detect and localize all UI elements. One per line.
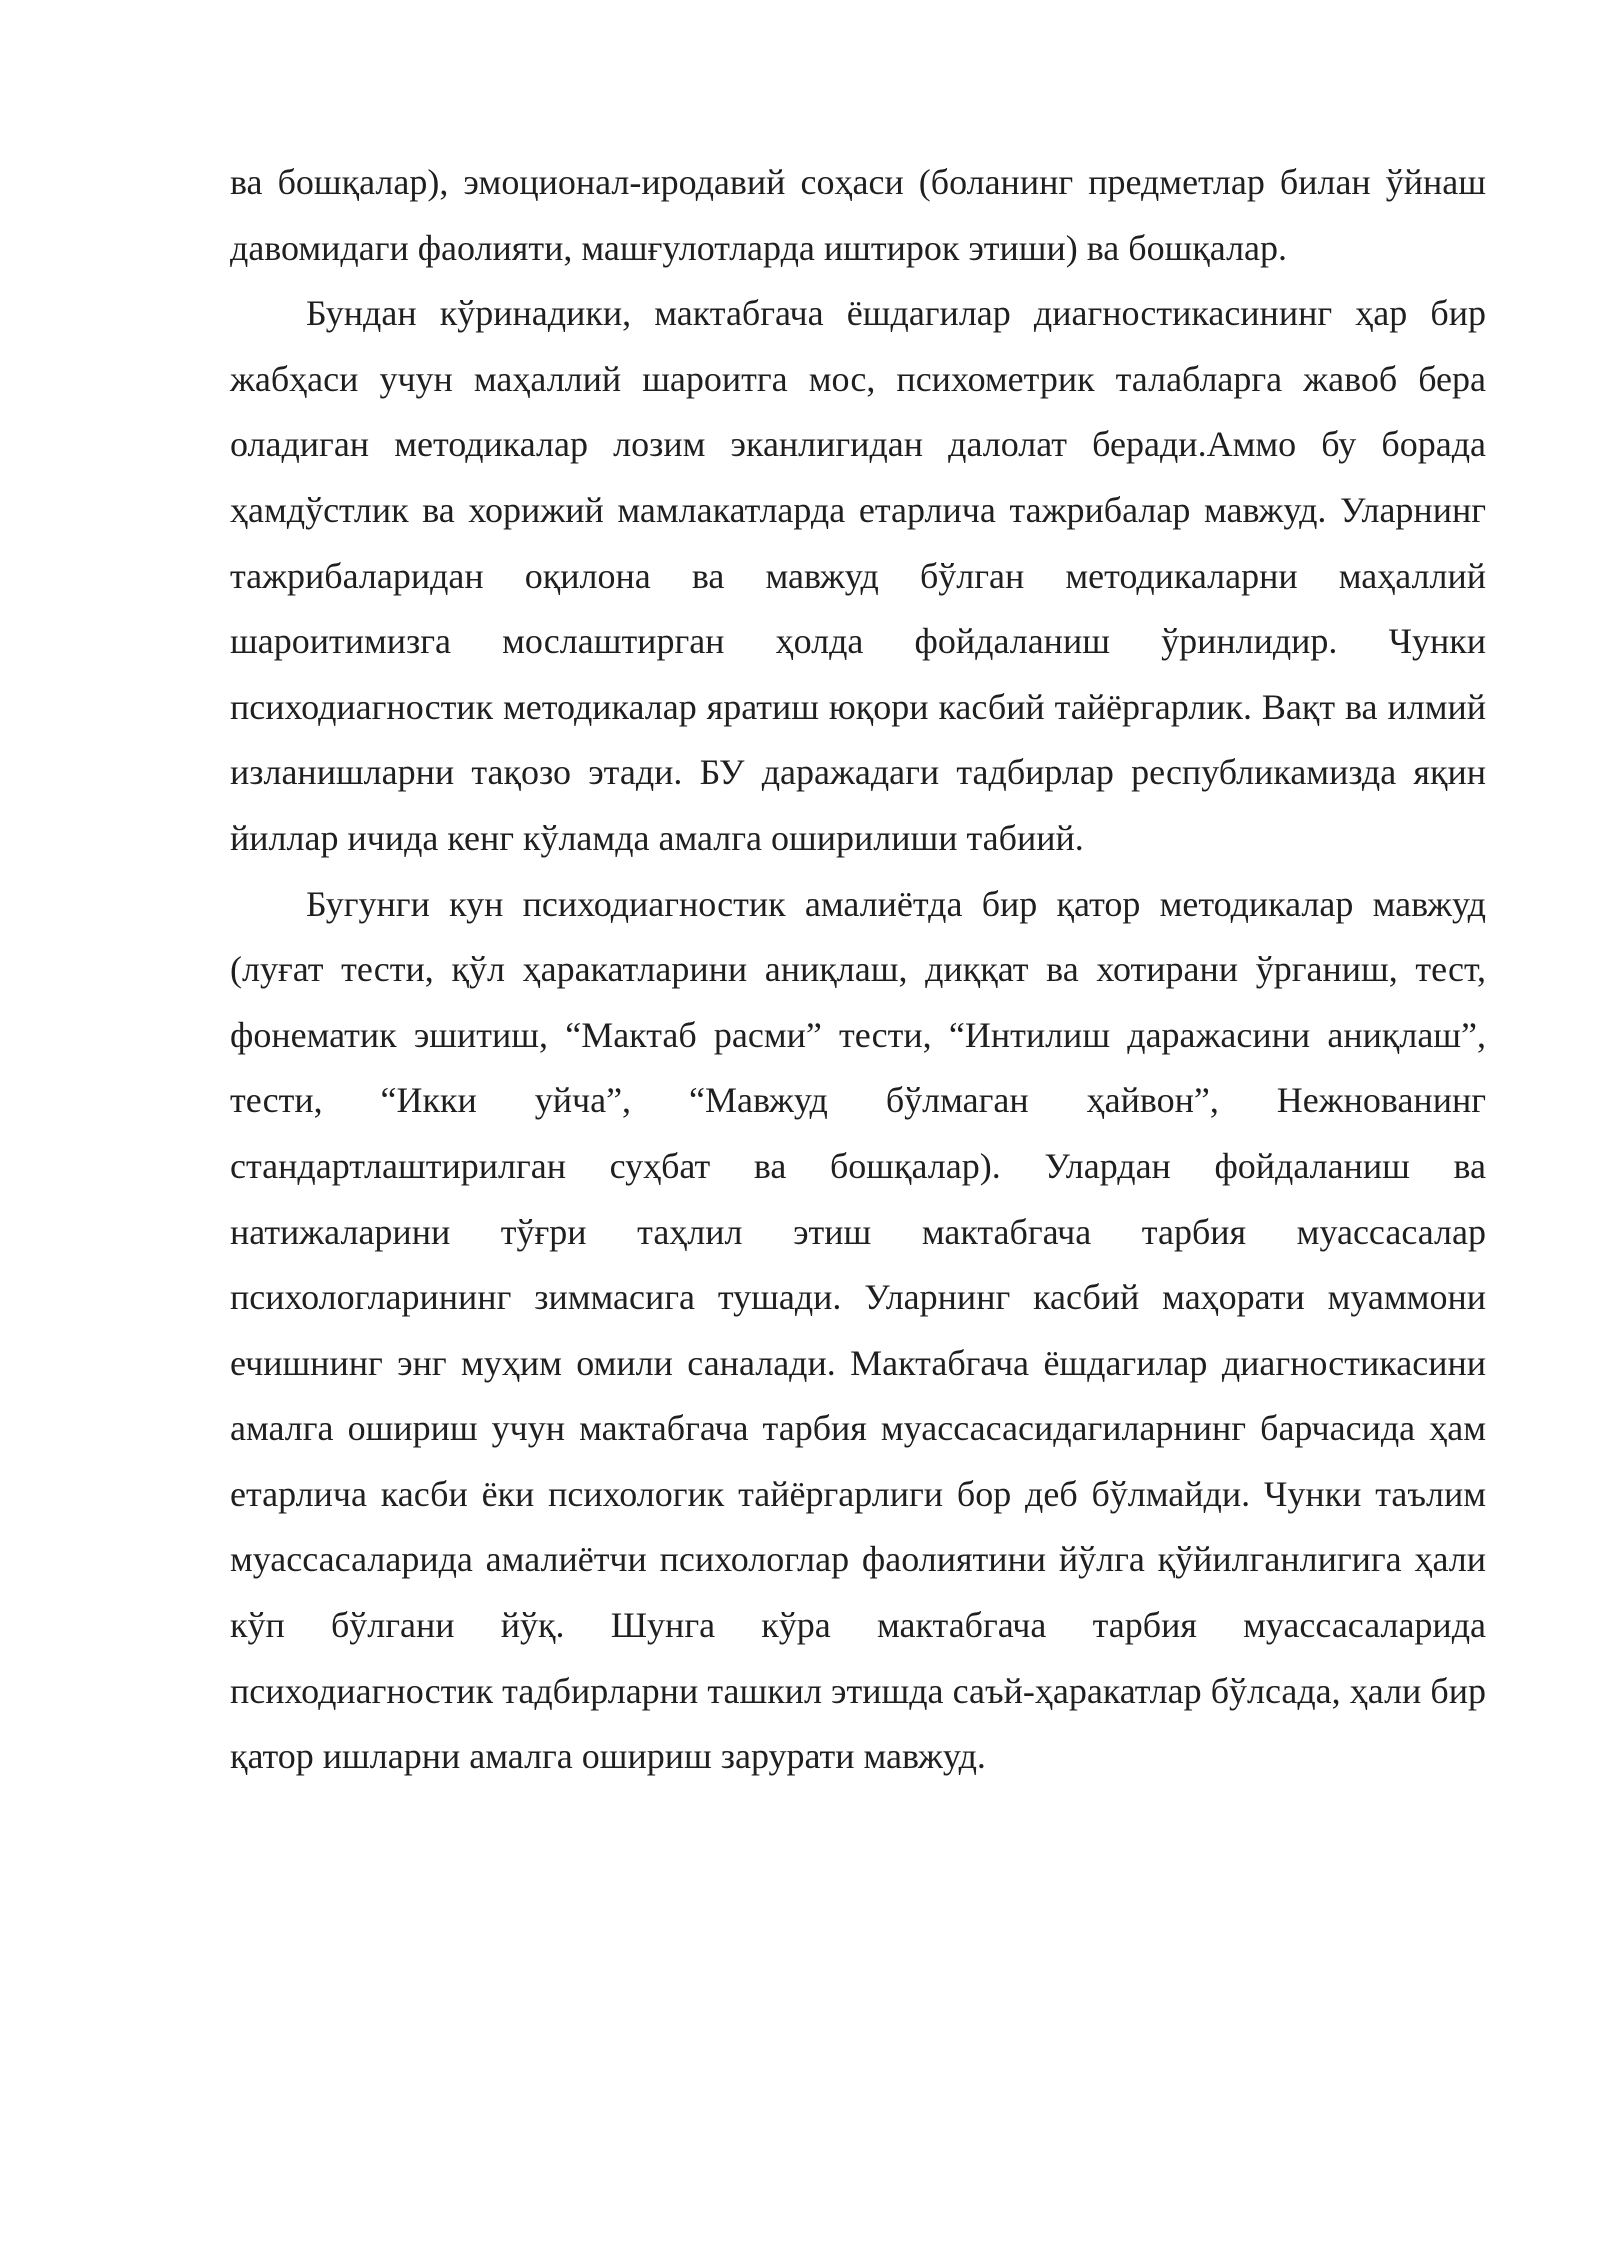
paragraph-methodology-need: Бундан кўринадики, мактабгача ёшдагилар диагностикасининг ҳар бир жабҳаси учун маҳаллий шароитга мос, психометрик талабларга жавоб бера оладиган методикалар лозим эканлигидан далолат беради.Аммо бу борада ҳамдўстлик ва хорижий мамлакатларда етарлича тажрибалар мавжуд. Уларнинг тажрибаларидан оқилона ва мавжуд бўлган методикаларни маҳаллий шароитимизга мослаштирган ҳолда фойдаланиш ўринлидир. Чунки психодиагностик методикалар яратиш юқори касбий тайёргарлик. Вақт ва илмий изланишларни тақозо этади. БУ даражадаги тадбирлар республикамизда яқин йиллар ичида кенг кўламда амалга оширилиши табиий. — [230, 293, 1486, 858]
body-text — [230, 150, 1486, 1790]
paragraph-continuation: ва бошқалар), эмоционал-иродавий соҳаси (боланинг предметлар билан ўйнаш давомидаги фаолияти, машғулотларда иштирок этиши) ва бошқалар. — [230, 162, 1486, 268]
paragraph-psychodiagnostic-practice: Бугунги кун психодиагностик амалиётда бир қатор методикалар мавжуд (луғат тести, қўл ҳаракатларини аниқлаш, диққат ва хотирани ўрганиш, тест, фонематик эшитиш, “Мактаб расми” тести, “Интилиш даражасини аниқлаш”, тести, “Икки уйча”, “Мавжуд бўлмаган ҳайвон”, Нежнованинг стандартлаштирилган суҳбат ва бошқалар). Улардан фойдаланиш ва натижаларини тўғри таҳлил этиш мактабгача тарбия муассасалар психологларининг зиммасига тушади. Уларнинг касбий маҳорати муаммони ечишнинг энг муҳим омили саналади. Мактабгача ёшдагилар диагностикасини амалга ошириш учун мактабгача тарбия муассасасидагиларнинг барчасида ҳам етарлича касби ёки психологик тайёргарлиги бор деб бўлмайди. Чунки таълим муассасаларида амалиётчи психологлар фаолиятини йўлга қўйилганлигига ҳали кўп бўлгани йўқ. Шунга кўра мактабгача тарбия муассасаларида психодиагностик тадбирларни ташкил этишда саъй-ҳаракатлар бўлсада, ҳали бир қатор ишларни амалга ошириш зарурати мавжуд. — [230, 883, 1486, 1777]
